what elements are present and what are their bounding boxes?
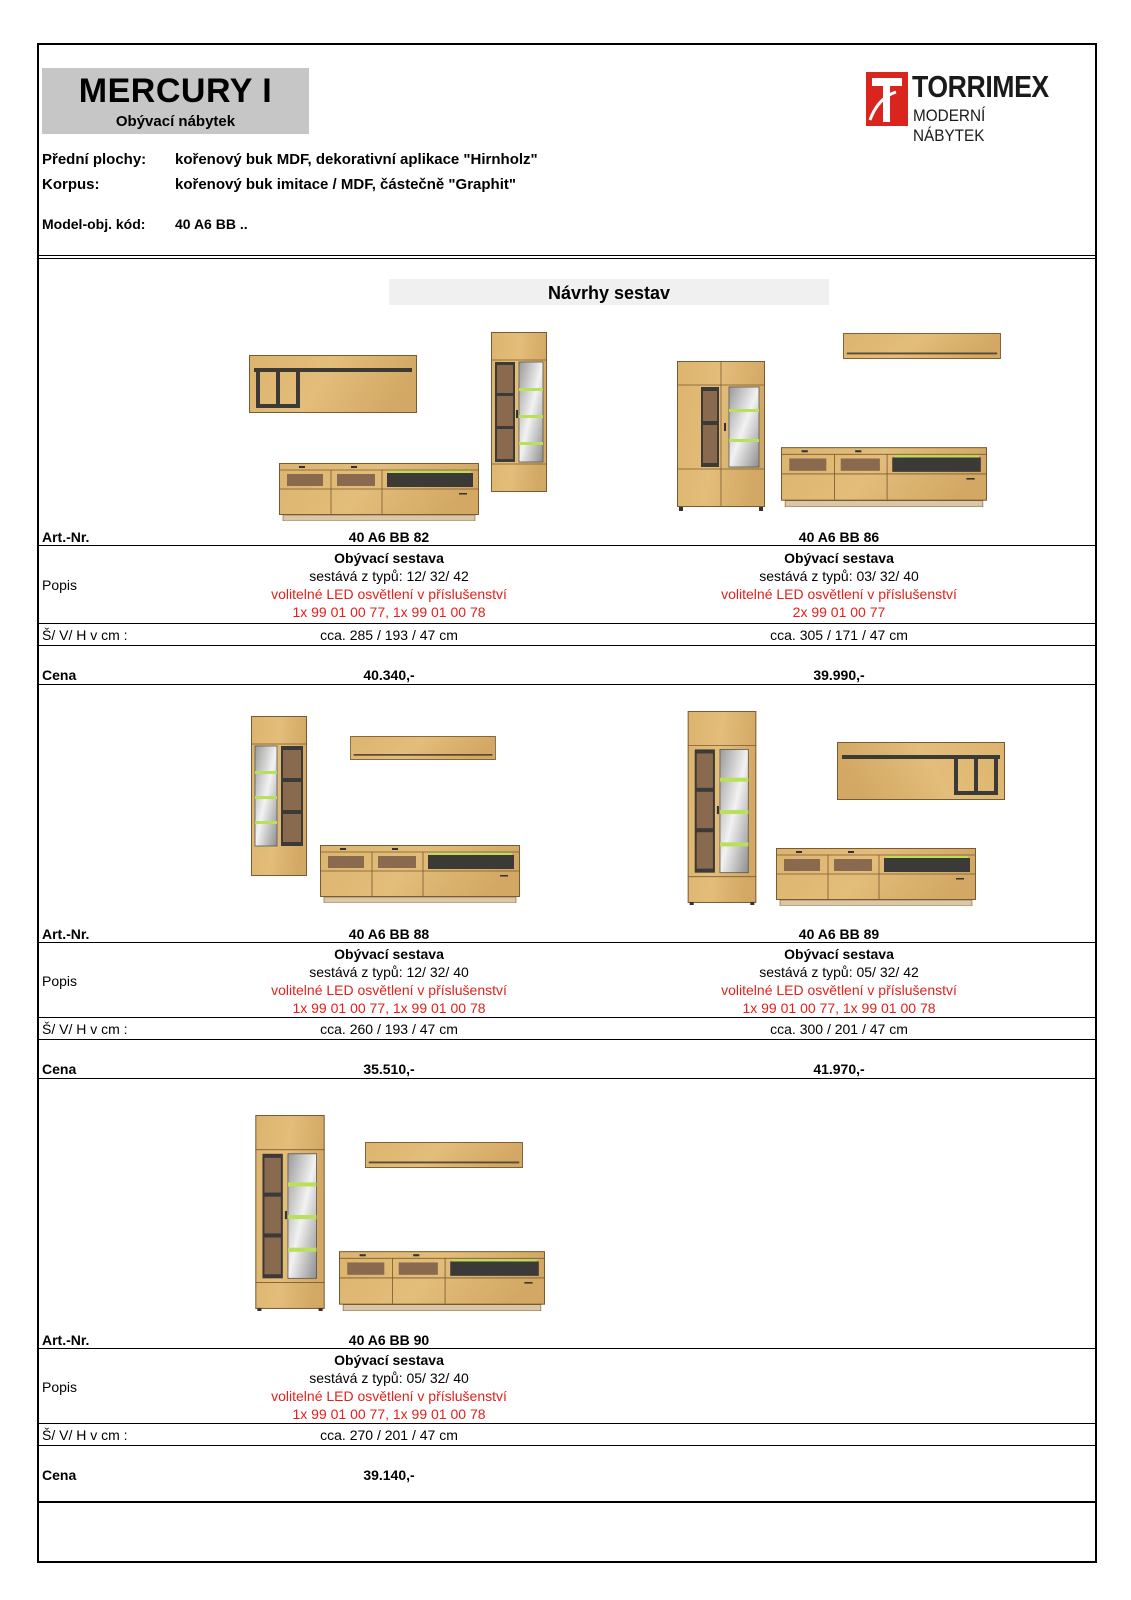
row-divider	[39, 645, 1095, 646]
furniture-sideboard-image	[279, 463, 479, 521]
row-divider	[39, 1445, 1095, 1446]
bottom-divider	[39, 1501, 1095, 1503]
product-dimensions: cca. 270 / 201 / 47 cm	[320, 1427, 458, 1443]
product-led-codes: 1x 99 01 00 77, 1x 99 01 00 78	[742, 1000, 936, 1016]
product-description	[219, 549, 559, 621]
logo-name: TORRIMEX	[912, 69, 1049, 104]
spec-value: kořenový buk MDF, dekorativní aplikace "Hirnholz"	[175, 151, 538, 168]
art-number: 40 A6 BB 82	[348, 529, 430, 545]
product-name: Obývací sestava	[784, 550, 894, 566]
product-name: Obývací sestava	[334, 946, 444, 962]
furniture-double-cabinet-image	[677, 361, 765, 511]
furniture-vitrine-image	[251, 716, 307, 876]
torrimex-logo-icon	[866, 72, 908, 126]
art-number: 40 A6 BB 90	[348, 1332, 430, 1348]
furniture-vitrine-image	[491, 332, 547, 492]
furniture-sideboard-image	[781, 447, 987, 507]
furniture-shelf-image	[835, 333, 1009, 359]
product-description	[669, 549, 1009, 621]
art-label: Art.-Nr.	[42, 529, 90, 545]
spec-label: Korpus:	[42, 176, 100, 193]
dims-label: Š/ V/ H v cm :	[42, 1021, 128, 1037]
product-types: sestává z typů: 12/ 32/ 42	[309, 568, 469, 584]
product-types: sestává z typů: 05/ 32/ 40	[309, 1370, 469, 1386]
art-number: 40 A6 BB 86	[798, 529, 880, 545]
product-name: Obývací sestava	[784, 946, 894, 962]
product-types: sestává z typů: 12/ 32/ 40	[309, 964, 469, 980]
furniture-sideboard-image	[339, 1251, 545, 1311]
product-types: sestává z typů: 03/ 32/ 40	[759, 568, 919, 584]
product-price: 39.990,-	[813, 667, 865, 683]
page-subtitle: Obývací nábytek	[115, 113, 236, 130]
product-description	[219, 945, 559, 1017]
page-title: MERCURY I	[78, 72, 273, 110]
price-label: Cena	[42, 1061, 77, 1077]
product-price: 40.340,-	[363, 667, 415, 683]
section-title: Návrhy sestav	[389, 279, 829, 305]
product-name: Obývací sestava	[334, 1352, 444, 1368]
dims-label: Š/ V/ H v cm :	[42, 1427, 128, 1443]
product-led: volitelné LED osvětlení v příslušenství	[271, 1388, 507, 1404]
product-led: volitelné LED osvětlení v příslušenství	[271, 586, 507, 602]
row-divider	[39, 1017, 1095, 1018]
price-label: Cena	[42, 667, 77, 683]
product-types: sestává z typů: 05/ 32/ 42	[759, 964, 919, 980]
product-price: 35.510,-	[363, 1061, 415, 1077]
furniture-shelf-image	[357, 1142, 531, 1168]
title-box	[42, 68, 309, 134]
furniture-shelf-frame-image	[249, 355, 417, 413]
product-dimensions: cca. 285 / 193 / 47 cm	[320, 627, 458, 643]
product-led-codes: 1x 99 01 00 77, 1x 99 01 00 78	[292, 1406, 486, 1422]
art-label: Art.-Nr.	[42, 926, 90, 942]
spec-value: 40 A6 BB ..	[175, 216, 248, 232]
product-price: 41.970,-	[813, 1061, 865, 1077]
popis-label: Popis	[42, 577, 78, 593]
price-label: Cena	[42, 1467, 77, 1483]
popis-label: Popis	[42, 1379, 78, 1395]
spec-label: Přední plochy:	[42, 151, 147, 168]
product-description	[669, 945, 1009, 1017]
product-dimensions: cca. 305 / 171 / 47 cm	[770, 627, 908, 643]
furniture-tall-vitrine-image	[687, 711, 757, 905]
dims-label: Š/ V/ H v cm :	[42, 627, 128, 643]
product-name: Obývací sestava	[334, 550, 444, 566]
product-led: volitelné LED osvětlení v příslušenství	[271, 982, 507, 998]
product-description	[219, 1351, 559, 1423]
product-price: 39.140,-	[363, 1467, 415, 1483]
brand-logo	[866, 69, 1071, 145]
product-led: volitelné LED osvětlení v příslušenství	[721, 586, 957, 602]
row-divider	[39, 623, 1095, 624]
product-led-codes: 1x 99 01 00 77, 1x 99 01 00 78	[292, 1000, 486, 1016]
furniture-tall-vitrine-image	[255, 1115, 325, 1311]
header-divider	[39, 255, 1095, 259]
row-divider	[39, 1423, 1095, 1424]
popis-label: Popis	[42, 973, 78, 989]
furniture-shelf-image	[337, 736, 509, 760]
furniture-shelf-frame-image	[835, 742, 1007, 800]
catalog-page	[37, 43, 1097, 1563]
art-label: Art.-Nr.	[42, 1332, 90, 1348]
row-divider	[39, 942, 1095, 943]
block-divider	[39, 684, 1095, 685]
art-number: 40 A6 BB 89	[798, 926, 880, 942]
furniture-sideboard-image	[773, 848, 979, 906]
product-led: volitelné LED osvětlení v příslušenství	[721, 982, 957, 998]
furniture-sideboard-image	[319, 845, 521, 903]
spec-value: kořenový buk imitace / MDF, částečně "Graphit"	[175, 176, 516, 193]
art-number: 40 A6 BB 88	[348, 926, 430, 942]
product-dimensions: cca. 260 / 193 / 47 cm	[320, 1021, 458, 1037]
product-led-codes: 2x 99 01 00 77	[792, 604, 886, 620]
row-divider	[39, 1348, 1095, 1349]
logo-tagline: MODERNÍ NÁBYTEK	[913, 106, 986, 145]
block-divider	[39, 1078, 1095, 1079]
spec-label: Model-obj. kód:	[42, 216, 146, 232]
product-dimensions: cca. 300 / 201 / 47 cm	[770, 1021, 908, 1037]
product-led-codes: 1x 99 01 00 77, 1x 99 01 00 78	[292, 604, 486, 620]
row-divider	[39, 545, 1095, 546]
row-divider	[39, 1039, 1095, 1040]
